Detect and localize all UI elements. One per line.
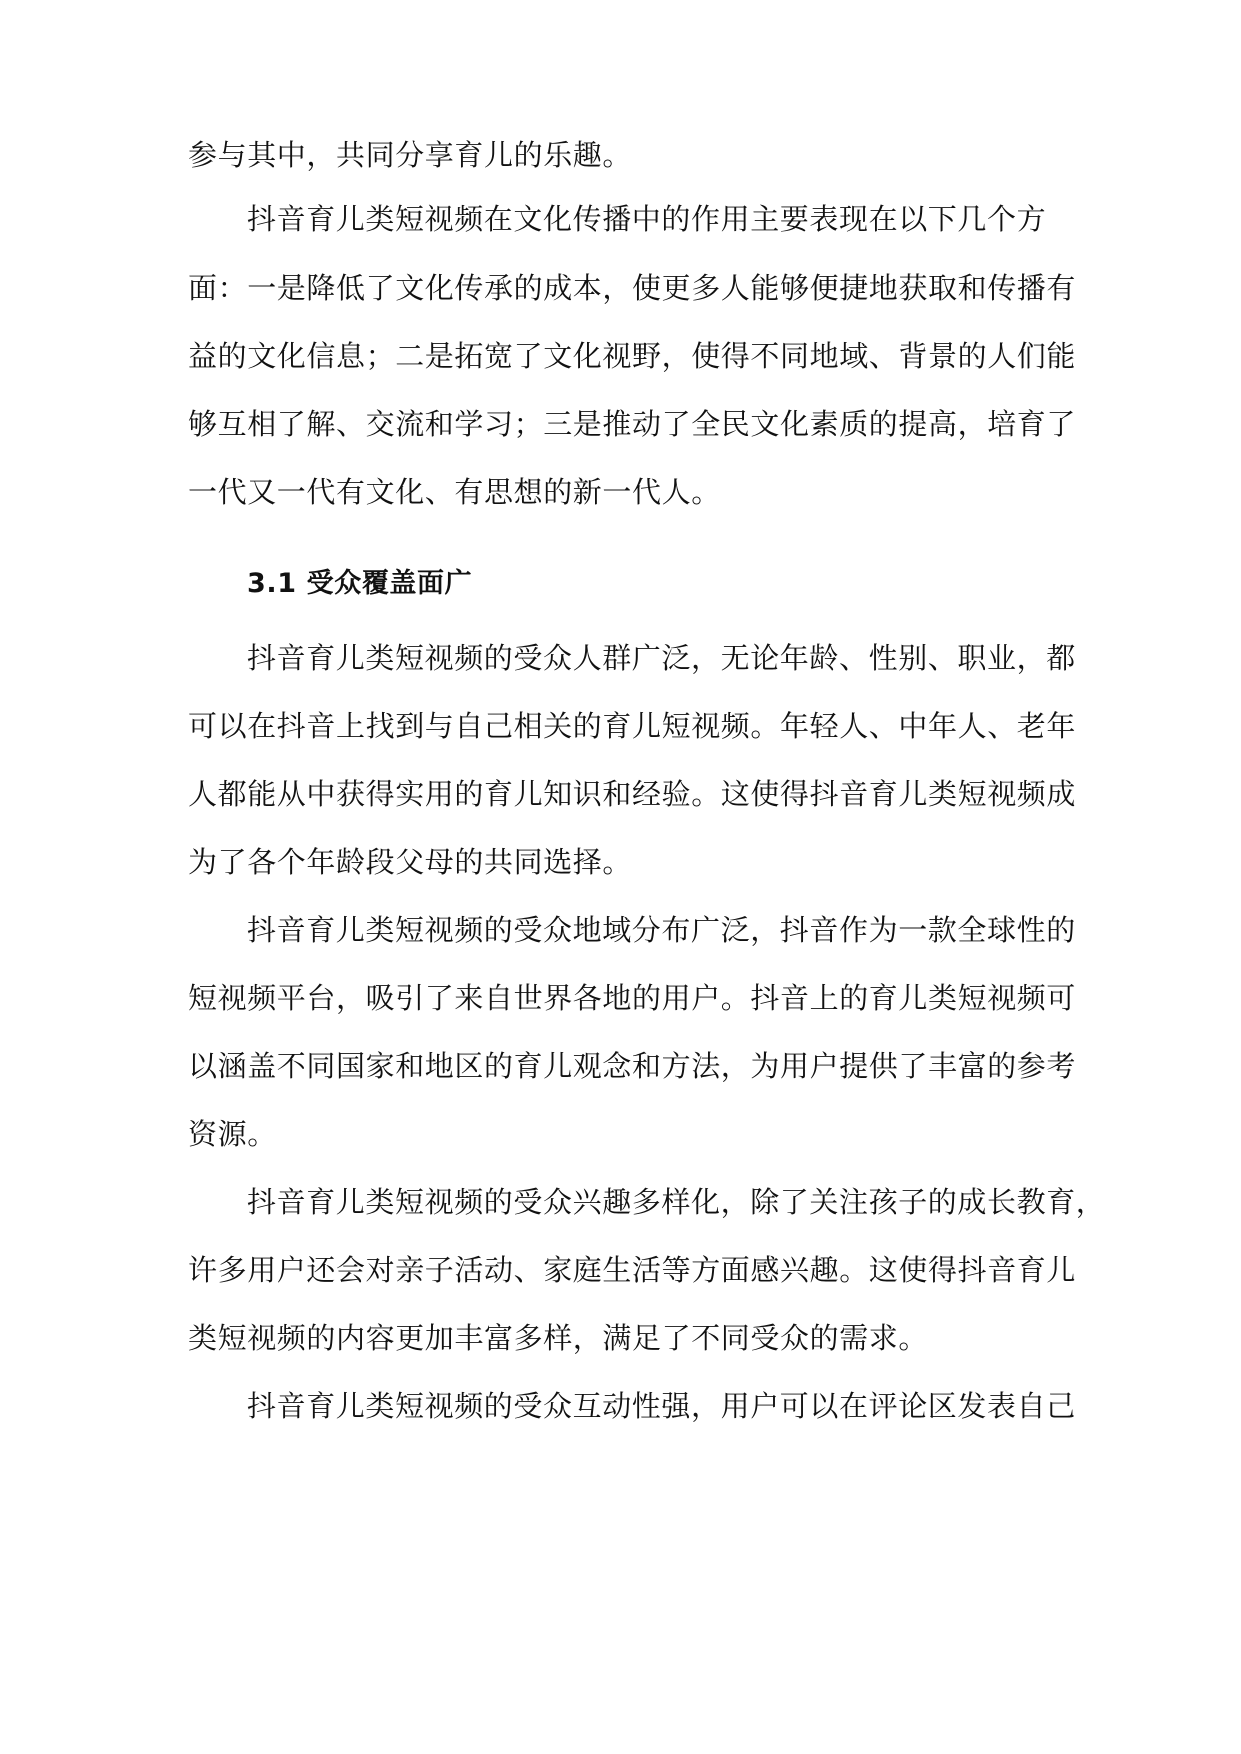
audience-p1-line-4: 为了各个年龄段父母的共同选择。 xyxy=(188,845,633,879)
culture-paragraph-line-4: 够互相了解、交流和学习；三是推动了全民文化素质的提高，培育了 xyxy=(188,407,1077,441)
culture-paragraph-line-3: 益的文化信息；二是拓宽了文化视野，使得不同地域、背景的人们能 xyxy=(188,339,1077,373)
audience-p1-line-1: 抖音育儿类短视频的受众人群广泛，无论年龄、性别、职业，都 xyxy=(247,641,1076,675)
audience-p2-line-1: 抖音育儿类短视频的受众地域分布广泛，抖音作为一款全球性的 xyxy=(247,913,1076,947)
intro-tail-line: 参与其中，共同分享育儿的乐趣。 xyxy=(188,138,633,172)
culture-paragraph-line-5: 一代又一代有文化、有思想的新一代人。 xyxy=(188,475,721,509)
audience-p1-line-3: 人都能从中获得实用的育儿知识和经验。这使得抖音育儿类短视频成 xyxy=(188,777,1077,811)
culture-paragraph-line-1: 抖音育儿类短视频在文化传播中的作用主要表现在以下几个方 xyxy=(247,202,1047,236)
audience-p3-line-3: 类短视频的内容更加丰富多样，满足了不同受众的需求。 xyxy=(188,1321,929,1355)
audience-p2-line-4: 资源。 xyxy=(188,1117,277,1151)
audience-p2-line-2: 短视频平台，吸引了来自世界各地的用户。抖音上的育儿类短视频可 xyxy=(188,981,1077,1015)
audience-p3-line-2: 许多用户还会对亲子活动、家庭生活等方面感兴趣。这使得抖音育儿 xyxy=(188,1253,1077,1287)
audience-p3-line-1: 抖音育儿类短视频的受众兴趣多样化，除了关注孩子的成长教育， xyxy=(247,1185,1106,1219)
audience-p4-line-1: 抖音育儿类短视频的受众互动性强，用户可以在评论区发表自己 xyxy=(247,1389,1076,1423)
audience-p2-line-3: 以涵盖不同国家和地区的育儿观念和方法，为用户提供了丰富的参考 xyxy=(188,1049,1077,1083)
culture-paragraph-line-2: 面：一是降低了文化传承的成本，使更多人能够便捷地获取和传播有 xyxy=(188,271,1077,305)
section-heading: 3.1 受众覆盖面广 xyxy=(247,568,473,599)
audience-p1-line-2: 可以在抖音上找到与自己相关的育儿短视频。年轻人、中年人、老年 xyxy=(188,709,1077,743)
